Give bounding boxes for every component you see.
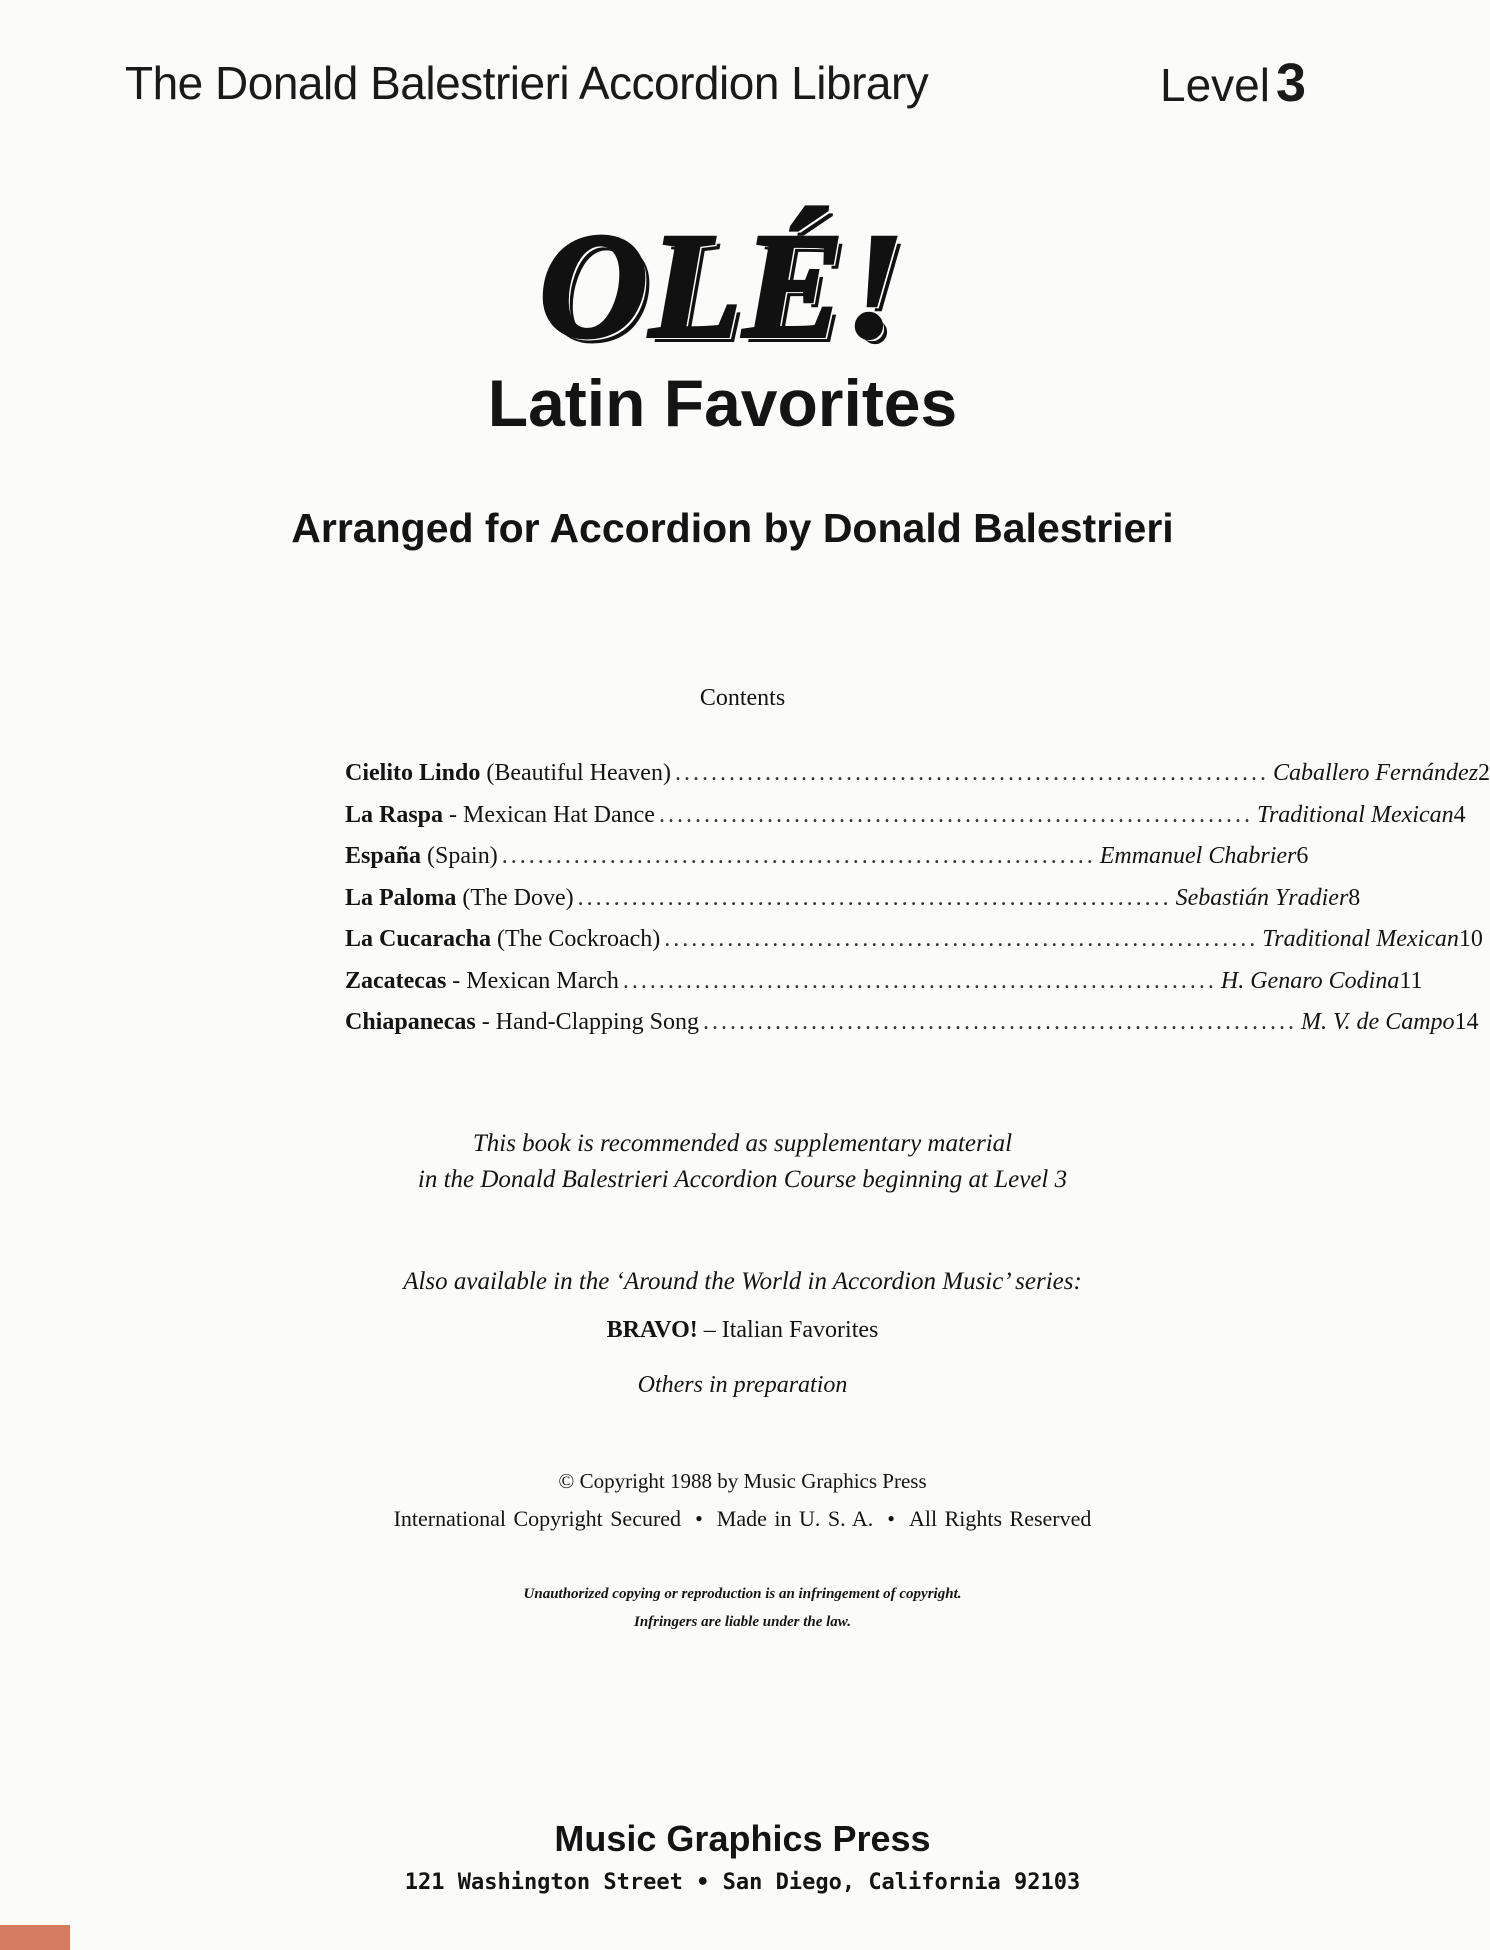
toc-song-detail: - Mexican March [446,967,619,994]
also-available-title: BRAVO! [606,1317,698,1343]
toc-page-number: 6 [1296,843,1309,869]
toc-song-detail: - Hand-Clapping Song [475,1009,699,1035]
recommendation-note [0,1126,1445,1198]
page-edge-mark [0,1925,70,1950]
warning-line-2: Infringers are liable under the law. [634,1614,851,1630]
level-label: Level [1160,59,1270,111]
toc-composer: Traditional Mexican [1256,801,1454,828]
copyright-line: © Copyright 1988 by Music Graphics Press [558,1469,927,1493]
toc-page-number: 4 [1453,801,1466,828]
toc-leader-dots: .................................................................. [501,843,1096,869]
toc-leader-dots: .................................................................. [622,967,1217,994]
others-in-preparation: Others in preparation [637,1372,848,1398]
toc-song-title: Chiapanecas [345,1009,476,1035]
toc-leader-dots: .................................................................. [658,801,1253,828]
toc-leader-dots: .................................................................. [664,926,1259,952]
toc-row [345,1009,1479,1051]
ole-logo: OLÉ! [539,203,906,369]
level-number: 3 [1275,53,1307,113]
toc-page-number: 14 [1454,1009,1479,1035]
toc-song-detail: - Mexican Hat Dance [443,801,655,828]
contents-heading: Contents [699,685,786,711]
bullet-separator: • [695,1506,703,1531]
toc-song-detail: (Spain) [421,843,498,869]
toc-composer: Caballero Fernández [1272,760,1479,786]
bullet-separator: • [887,1506,895,1531]
book-subtitle: Latin Favorites [487,366,958,440]
toc-page-number: 11 [1399,967,1423,994]
rights-made-in: Made in U. S. A. [716,1506,874,1531]
recommendation-line-2: in the Donald Balestrieri Accordion Course beginning at Level 3 [417,1166,1068,1193]
toc-song-title: Cielito Lindo [345,760,481,786]
level-indicator [1160,52,1306,114]
publisher-address: 121 Washington Street • San Diego, California 92103 [404,1870,1081,1895]
toc-row [345,801,1466,844]
recommendation-line-1: This book is recommended as supplementary material [472,1130,1013,1157]
table-of-contents [345,760,1490,1051]
also-available-intro: Also available in the ‘Around the World in Accordion Music’ series: [403,1268,1082,1295]
toc-song-title: Zacatecas [345,967,447,994]
toc-row [345,926,1483,968]
warning-line-1: Unauthorized copying or reproduction is an infringement of copyright. [523,1586,962,1602]
toc-leader-dots: .................................................................. [703,1009,1297,1035]
rights-reserved: All Rights Reserved [908,1506,1092,1531]
toc-composer: M. V. de Campo [1301,1009,1455,1035]
toc-song-detail: (The Dove) [456,884,574,911]
toc-page-number: 2 [1478,760,1490,786]
toc-row [345,760,1490,802]
also-available-item [0,1317,1445,1344]
toc-leader-dots: .................................................................. [674,760,1269,786]
library-name: The Donald Balestrieri Accordion Library [125,57,929,109]
toc-song-title: España [345,843,422,869]
toc-composer: H. Genaro Codina [1220,967,1400,994]
also-available-subtitle: – Italian Favorites [697,1317,879,1343]
toc-song-title: La Paloma [345,884,457,911]
toc-composer: Emmanuel Chabrier [1099,843,1297,869]
toc-song-detail: (Beautiful Heaven) [480,760,671,786]
rights-line [0,1506,1445,1532]
rights-international: International Copyright Secured [393,1506,682,1531]
toc-row [345,884,1361,927]
toc-song-title: La Cucaracha [345,926,491,952]
toc-row [345,843,1309,885]
toc-song-detail: (The Cockroach) [491,926,661,952]
arranger-line: Arranged for Accordion by Donald Balestrieri [291,505,1174,551]
toc-leader-dots: .................................................................. [577,884,1172,911]
toc-composer: Sebastián Yradier [1175,884,1349,911]
toc-composer: Traditional Mexican [1262,926,1459,952]
toc-song-title: La Raspa [345,801,444,828]
copyright-warning [0,1580,1445,1636]
toc-row [345,967,1423,1010]
toc-page-number: 10 [1458,926,1483,952]
publisher-name: Music Graphics Press [554,1818,931,1859]
toc-page-number: 8 [1348,884,1361,911]
